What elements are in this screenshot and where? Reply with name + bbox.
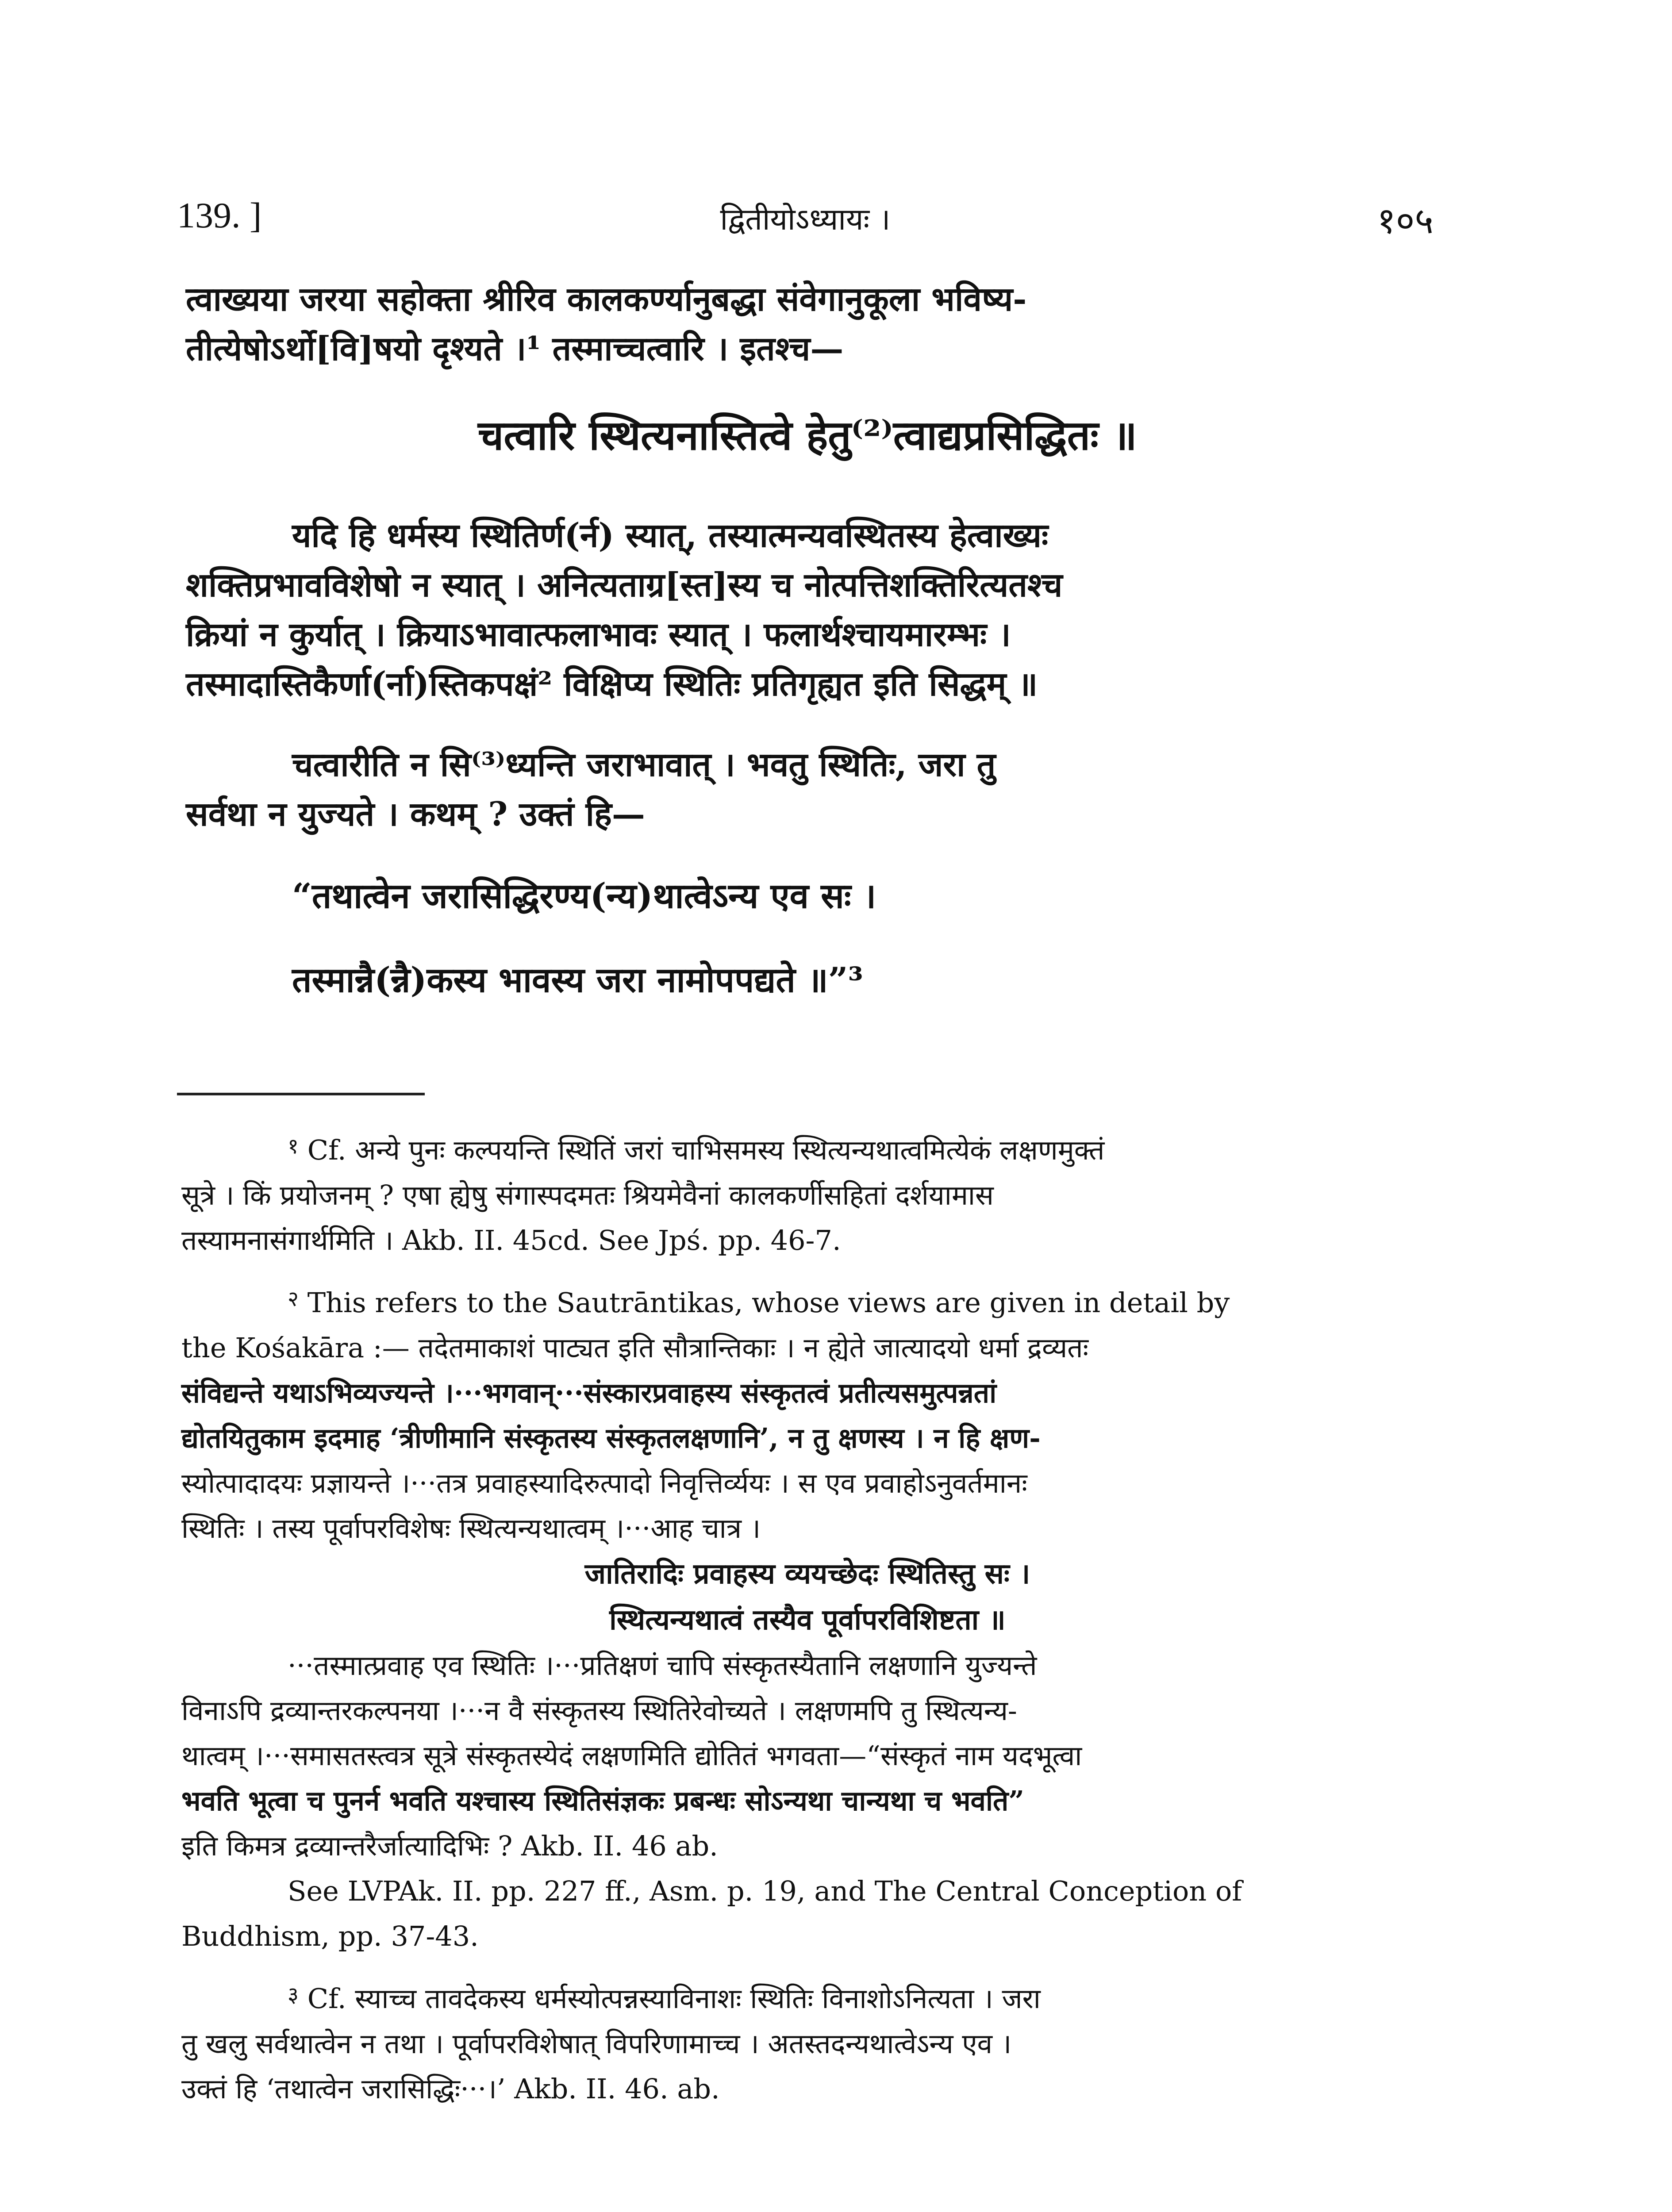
- footnote-line: इति किमत्र द्रव्यान्तरैर्जात्यादिभिः ? Akb. II. 46 ab.: [181, 1830, 718, 1862]
- footnote-line: Buddhism, pp. 37-43.: [181, 1920, 479, 1952]
- footnote-text: This refers to the Sautrāntikas, whose views are given in detail by: [307, 1286, 1230, 1319]
- footnote-line: स्थितिः । तस्य पूर्वापरविशेषः स्थित्यन्यथात्वम् ।···आह चात्र ।: [181, 1512, 761, 1544]
- footnote-1: [181, 1124, 1434, 1263]
- footnote-line: ···तस्मात्प्रवाह एव स्थितिः ।···प्रतिक्षणं चापि संस्कृतस्यैतानि लक्षणानि युज्यन्ते: [288, 1649, 1037, 1682]
- footnote-line: तस्यामनासंगार्थमिति । Akb. II. 45cd. See Jpś. pp. 46-7.: [181, 1224, 841, 1256]
- page-number-arabic: 139. ]: [177, 195, 262, 235]
- footnote-line: तु खलु सर्वथात्वेन न तथा । पूर्वापरविशेषात् विपरिणामाच्च । अतस्तदन्यथात्वेऽन्य एव ।: [181, 2028, 1012, 2060]
- text-line: त्वाख्यया जरया सहोक्ता श्रीरिव कालकर्ण्यानुबद्धा संवेगानुकूला भविष्य-: [186, 280, 1027, 319]
- footnote-line: थात्वम् ।···समासतस्त्वत्र सूत्रे संस्कृतस्येदं लक्षणमिति द्योतितं भगवता—“संस्कृतं नाम यदभूत्वा: [181, 1740, 1082, 1772]
- footnote-verse-line: जातिरादिः प्रवाहस्य व्ययच्छेदः स्थितिस्तु सः ।: [584, 1557, 1030, 1590]
- paragraph-1: [186, 274, 1429, 373]
- footnote-line: संविद्यन्ते यथाऽभिव्यज्यन्ते ।···भगवान्···संस्कारप्रवाहस्य संस्कृतत्वं प्रतीत्यसमुत्पन्नतां: [181, 1377, 997, 1409]
- footnote-line: [181, 1276, 1434, 1325]
- footnote-line: स्योत्पादादयः प्रज्ञायन्ते ।···तत्र प्रवाहस्यादिरुत्पादो निवृत्तिर्व्ययः । स एव प्रवाहोऽनुवर्तमानः: [181, 1467, 1027, 1499]
- quoted-verse-line-2: तस्मान्नै(न्नै)कस्य भावस्य जरा नामोपपद्यते ॥”³: [292, 960, 863, 1000]
- running-header: [177, 195, 1434, 243]
- main-text: [186, 274, 1429, 1007]
- footnote-line: भवति भूत्वा च पुनर्न भवति यश्चास्य स्थितिसंज्ञकः प्रबन्धः सोऽन्यथा चान्यथा च भवति”: [181, 1785, 1025, 1817]
- footnote-line: the Kośakāra :— तदेतमाकाशं पाट्यत इति सौत्रान्तिकाः । न ह्येते जात्यादयो धर्मा द्रव्यतः: [181, 1332, 1088, 1364]
- footnote-line: द्योतयितुकाम इदमाह ‘त्रीणीमानि संस्कृतस्य संस्कृतलक्षणानि’, न तु क्षणस्य । न हि क्षण-: [181, 1422, 1041, 1454]
- footnote-line: विनाऽपि द्रव्यान्तरकल्पनया ।···न वै संस्कृतस्य स्थितिरेवोच्यते । लक्षणमपि तु स्थित्यन्य-: [181, 1694, 1017, 1727]
- text-line: तस्मादास्तिकैर्णा(र्ना)स्तिकपक्षं² विक्षिप्य स्थितिः प्रतिगृह्यत इति सिद्धम् ॥: [186, 664, 1038, 703]
- page-number-devanagari: १०५: [1377, 200, 1434, 242]
- footnote-marker: १: [288, 1134, 299, 1159]
- footnote-marker: २: [288, 1286, 299, 1311]
- paragraph-3: [186, 740, 1429, 839]
- footnote-line: उक्तं हि ‘तथात्वेन जरासिद्धिः···।’ Akb. II. 46. ab.: [181, 2073, 720, 2105]
- footnote-line: See LVPAk. II. pp. 227 ff., Asm. p. 19, and The Central Conception of: [288, 1875, 1242, 1907]
- text-line: तीत्येषोऽर्थो[वि]षयो दृश्यते ।¹ तस्माच्चत्वारि । इतश्च—: [186, 329, 844, 368]
- footnote-text: Cf. अन्ये पुनः कल्पयन्ति स्थितिं जरां चाभिसमस्य स्थित्यन्यथात्वमित्येकं लक्षणमुक्तं: [307, 1134, 1105, 1166]
- footnote-text: Cf. स्याच्च तावदेकस्य धर्मस्योत्पन्नस्याविनाशः स्थितिः विनाशोऽनित्यता । जरा: [307, 1982, 1041, 2015]
- text-line: यदि हि धर्मस्य स्थितिर्ण(र्न) स्यात्, तस्यात्मन्यवस्थितस्य हेत्वाख्यः: [292, 516, 1049, 555]
- footnote-2: [181, 1276, 1434, 1959]
- footnote-line: सूत्रे । किं प्रयोजनम् ? एषा ह्येषु संगास्पदमतः श्रियमेवैनां कालकर्णीसहितां दर्शयामास: [181, 1179, 994, 1211]
- footnote-marker: ३: [288, 1982, 299, 2007]
- karika-verse: चत्वारि स्थित्यनास्तित्वे हेतु⁽²⁾त्वाद्यप्रसिद्धितः ॥: [478, 411, 1137, 459]
- text-line: चत्वारीति न सि⁽³⁾ध्यन्ति जराभावात् । भवतु स्थितिः, जरा तु: [292, 745, 996, 784]
- text-line: शक्तिप्रभावविशेषो न स्यात् । अनित्यताग्र[स्त]स्य च नोत्पत्तिशक्तिरित्यतश्च: [186, 565, 1063, 604]
- quoted-verse-line-1: “तथात्वेन जरासिद्धिरण्य(न्य)थात्वेऽन्य एव सः ।: [292, 876, 876, 916]
- paragraph-2: [186, 511, 1429, 709]
- text-line: क्रियां न कुर्यात् । क्रियाऽभावात्फलाभावः स्यात् । फलार्थश्चायमारम्भः ।: [186, 615, 1011, 654]
- chapter-title: द्वितीयोऽध्यायः ।: [720, 202, 891, 237]
- footnote-3: [181, 1972, 1434, 2112]
- footnote-verse-line: स्थित्यन्यथात्वं तस्यैव पूर्वापरविशिष्टता ॥: [609, 1603, 1006, 1636]
- footnote-separator: [177, 1093, 425, 1095]
- footnote-line: [181, 1972, 1434, 2021]
- footnotes: [181, 1124, 1434, 2125]
- text-line: सर्वथा न युज्यते । कथम् ? उक्तं हि—: [186, 795, 645, 833]
- footnote-line: [181, 1124, 1434, 1173]
